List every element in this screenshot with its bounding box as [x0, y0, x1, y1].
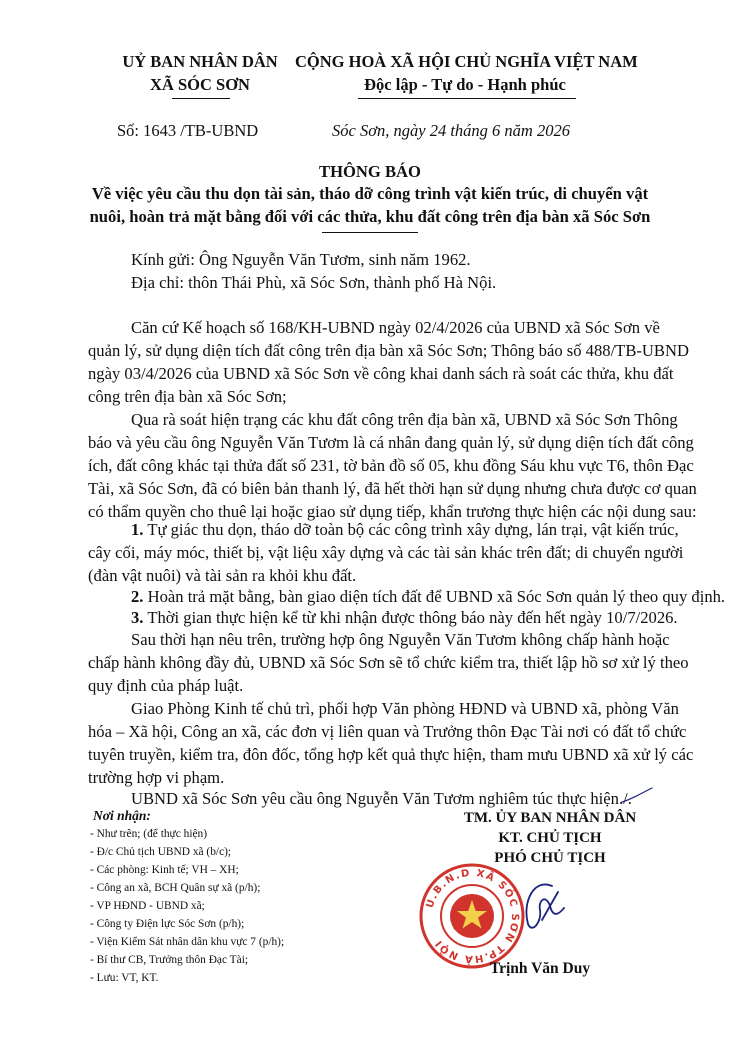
item-number: 2.	[131, 587, 144, 606]
list-item-1-cont: (đàn vật nuôi) và tài sản ra khỏi khu đất.	[88, 566, 357, 585]
recipient-to: Kính gửi: Ông Nguyễn Văn Tươm, sinh năm 1962.	[131, 250, 471, 269]
item-text: Hoàn trả mặt bằng, bàn giao diện tích đất để UBND xã Sóc Sơn quản lý theo quy định.	[147, 587, 726, 606]
motto-underline	[358, 98, 576, 99]
list-item-1	[131, 520, 735, 540]
document-number: Số: 1643 /TB-UBND	[117, 121, 259, 140]
issuer-line2: XÃ SÓC SƠN	[150, 75, 250, 94]
check-mark-icon	[620, 786, 654, 806]
svg-text:U.B.N.D XÃ SÓC SƠN TP.HÀ NỘI: U.B.N.D XÃ SÓC SƠN TP.HÀ NỘI	[424, 867, 521, 965]
recipient-item: - Công an xã, BCH Quân sự xã (p/h);	[90, 882, 261, 894]
recipient-item: - Công ty Điện lực Sóc Sơn (p/h);	[90, 918, 245, 930]
body-line: Giao Phòng Kinh tế chủ trì, phối hợp Văn phòng HĐND và UBND xã, phòng Văn	[131, 699, 679, 718]
body-line: tuyên truyền, kiểm tra, đôn đốc, tổng hợp kết quả thực hiện, tham mưu UBND xã xử lý các	[88, 745, 694, 764]
body-line: ích, đất công khác tại thửa đất số 231, tờ bản đồ số 05, khu đồng Sáu khu vực T6, thôn Đạc	[88, 456, 694, 475]
document-title: THÔNG BÁO	[319, 162, 421, 181]
body-line: có thẩm quyền cho thuê lại hoặc giao sử dụng tiếp, khẩn trương thực hiện các nội dung sau:	[88, 502, 697, 521]
list-item-3	[131, 608, 735, 628]
body-line: UBND xã Sóc Sơn yêu cầu ông Nguyễn Văn Tươm nghiêm túc thực hiện./.	[131, 789, 632, 808]
date-line: Sóc Sơn, ngày 24 tháng 6 năm 2026	[332, 121, 570, 140]
signature-org: TM. ỦY BAN NHÂN DÂN	[463, 810, 637, 826]
recipient-item: - Các phòng: Kinh tế; VH – XH;	[90, 864, 239, 876]
body-line: quản lý, sử dụng diện tích đất công trên địa bàn xã Sóc Sơn; Thông báo số 488/TB-UBND	[88, 341, 689, 360]
recipient-address: Địa chỉ: thôn Thái Phù, xã Sóc Sơn, thành phố Hà Nội.	[131, 273, 497, 292]
body-line: Tài, xã Sóc Sơn, đã có biên bản thanh lý, đã hết thời hạn sử dụng nhưng chưa được cơ quan	[88, 479, 697, 498]
item-text: Thời gian thực hiện kể từ khi nhận được thông báo này đến hết ngày 10/7/2026.	[147, 608, 678, 627]
body-line: ngày 03/4/2026 của UBND xã Sóc Sơn về công khai danh sách rà soát các thửa, khu đất	[88, 364, 674, 383]
national-title: CỘNG HOÀ XÃ HỘI CHỦ NGHĨA VIỆT NAM	[295, 52, 638, 71]
list-item-1-cont: cây cối, máy móc, thiết bị, vật liệu xây dựng và các tài sản khác trên đất; di chuyển người	[88, 543, 684, 562]
recipient-item: - VP HĐND - UBND xã;	[90, 900, 205, 912]
recipients-heading: Nơi nhận:	[93, 808, 151, 823]
signature-title-1: KT. CHỦ TỊCH	[498, 830, 602, 846]
body-line: Qua rà soát hiện trạng các khu đất công trên địa bàn xã, UBND xã Sóc Sơn Thông	[131, 410, 678, 429]
signature-title-2: PHÓ CHỦ TỊCH	[494, 850, 606, 866]
body-line: Sau thời hạn nêu trên, trường hợp ông Nguyễn Văn Tươm không chấp hành hoặc	[131, 630, 670, 649]
signer-name: Trịnh Văn Duy	[489, 960, 591, 977]
recipient-item: - Lưu: VT, KT.	[90, 972, 159, 984]
body-line: báo và yêu cầu ông Nguyễn Văn Tươm là cá nhân đang quản lý, sử dụng diện tích đất công	[88, 433, 694, 452]
recipient-item: - Viện Kiểm Sát nhân dân khu vực 7 (p/h);	[90, 936, 285, 948]
recipient-item: - Đ/c Chủ tịch UBND xã (b/c);	[90, 846, 232, 858]
recipient-item: - Như trên; (để thực hiện)	[90, 828, 208, 840]
handwritten-signature	[512, 872, 572, 942]
official-seal	[418, 862, 526, 970]
body-line: chấp hành không đầy đủ, UBND xã Sóc Sơn sẽ tổ chức kiểm tra, thiết lập hồ sơ xử lý theo	[88, 653, 689, 672]
issuer-underline	[172, 98, 230, 99]
item-number: 3.	[131, 608, 144, 627]
item-number: 1.	[131, 520, 144, 539]
subject-underline	[322, 232, 418, 233]
national-motto: Độc lập - Tự do - Hạnh phúc	[364, 75, 566, 94]
item-text: Tự giác thu dọn, tháo dỡ toàn bộ các công trình xây dựng, lán trại, vật kiến trúc,	[147, 520, 679, 539]
body-line: hóa – Xã hội, Công an xã, các đơn vị liên quan và Trưởng thôn Đạc Tài nơi có đất tổ chức	[88, 722, 687, 741]
subject-line-2: nuôi, hoàn trả mặt bằng đối với các thửa, khu đất công trên địa bàn xã Sóc Sơn	[89, 207, 651, 226]
issuer-line1: UỶ BAN NHÂN DÂN	[122, 52, 278, 71]
body-line: trường hợp vi phạm.	[88, 768, 225, 787]
body-line: quy định của pháp luật.	[88, 676, 244, 695]
body-line: Căn cứ Kế hoạch số 168/KH-UBND ngày 02/4/2026 của UBND xã Sóc Sơn về	[131, 318, 660, 337]
list-item-2	[131, 587, 735, 607]
recipient-item: - Bí thư CB, Trưởng thôn Đạc Tài;	[90, 954, 249, 966]
subject-line-1: Về việc yêu cầu thu dọn tài sản, tháo dỡ công trình vật kiến trúc, di chuyển vật	[91, 184, 649, 203]
body-line: công trên địa bàn xã Sóc Sơn;	[88, 387, 287, 406]
